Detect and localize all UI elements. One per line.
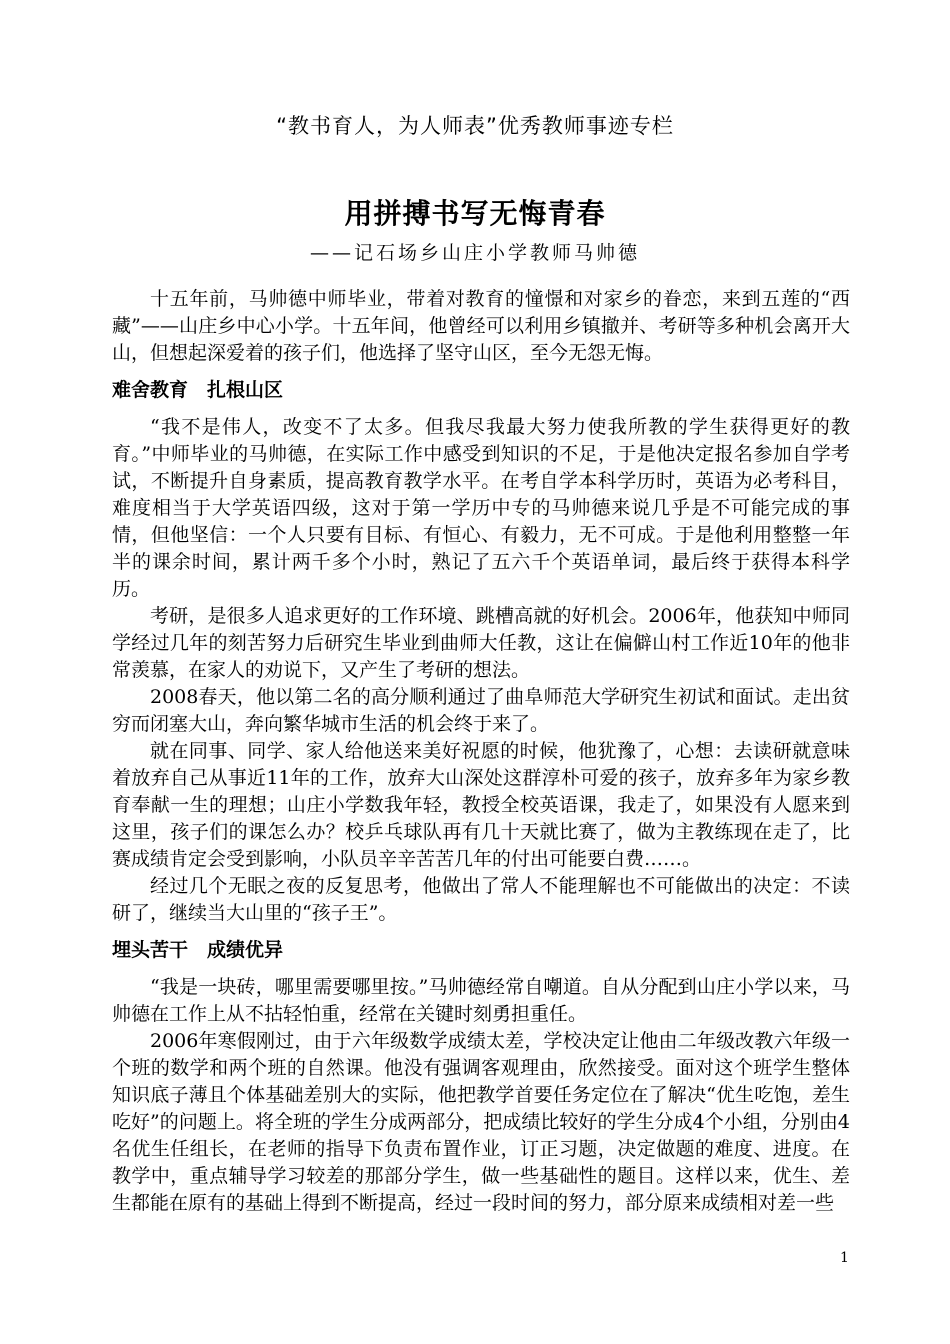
paragraph: 经过几个无眠之夜的反复思考，他做出了常人不能理解也不可能做出的决定：不读研了，继续当大山里的“孩子王”。 (112, 875, 850, 924)
paragraph: 2008春天，他以第二名的高分顺利通过了曲阜师范大学研究生初试和面试。走出贫穷而闭塞大山，奔向繁华城市生活的机会终于来了。 (112, 686, 850, 735)
page-number: 1 (840, 1250, 849, 1266)
article-title: 用拼搏书写无悔青春 (344, 197, 606, 230)
section-heading: 难舍教育 扎根山区 (112, 379, 284, 401)
paragraph: 考研，是很多人追求更好的工作环境、跳槽高就的好机会。2006年，他获知中师同学经过几年的刻苦努力后研究生毕业到曲师大任教，这让在偏僻山村工作近10年的他非常羡慕，在家人的劝说下，又产生了考研的想法。 (112, 605, 850, 681)
paragraph: 就在同事、同学、家人给他送来美好祝愿的时候，他犹豫了，心想：去读研就意味着放弃自己从事近11年的工作，放弃大山深处这群淳朴可爱的孩子，放弃多年为家乡教育奉献一生的理想；山庄小学数我年轻，教授全校英语课，我走了，如果没有人愿来到这里，孩子们的课怎么办？校乒乓球队再有几十天就比赛了，做为主教练现在走了，比赛成绩肯定会受到影响，小队员辛辛苦苦几年的付出可能要白费……。 (112, 740, 850, 870)
section-heading: 埋头苦干 成绩优异 (112, 939, 284, 961)
column-header: “教书育人，为人师表”优秀教师事迹专栏 (276, 114, 674, 138)
paragraph: “我不是伟人，改变不了太多。但我尽我最大努力使我所教的学生获得更好的教育。”中师毕业的马帅德，在实际工作中感受到知识的不足，于是他决定报名参加自学考试，不断提升自身素质，提高教育教学水平。在考自学本科学历时，英语为必考科目，难度相当于大学英语四级，这对于第一学历中专的马帅德来说几乎是不可能完成的事情，但他坚信：一个人只要有目标、有恒心、有毅力，无不可成。于是他利用整整一年半的课余时间，累计两千多个小时，熟记了五六千个英语单词，最后终于获得本科学历。 (112, 416, 850, 600)
paragraph: “我是一块砖，哪里需要哪里按。”马帅德经常自嘲道。自从分配到山庄小学以来，马帅德在工作上从不拈轻怕重，经常在关键时刻勇担重任。 (112, 976, 850, 1025)
article-subtitle: ——记石场乡山庄小学教师马帅德 (309, 242, 640, 264)
intro-paragraph: 十五年前，马帅德中师毕业，带着对教育的憧憬和对家乡的眷恋，来到五莲的“西藏”——山庄乡中心小学。十五年间，他曾经可以利用乡镇撤并、考研等多种机会离开大山，但想起深爱着的孩子们，他选择了坚守山区，至今无怨无悔。 (112, 288, 850, 364)
article-body (112, 286, 850, 1217)
paragraph: 2006年寒假刚过，由于六年级数学成绩太差，学校决定让他由二年级改教六年级一个班的数学和两个班的自然课。他没有强调客观理由，欣然接受。面对这个班学生整体知识底子薄且个体基础差别大的实际，他把教学首要任务定位在了解决“优生吃饱，差生吃好”的问题上。将全班的学生分成两部分，把成绩比较好的学生分成4个小组，分别由4名优生任组长，在老师的指导下负责布置作业，订正习题，决定做题的难度、进度。在教学中，重点辅导学习较差的那部分学生，做一些基础性的题目。这样以来，优生、差生都能在原有的基础上得到不断提高，经过一段时间的努力，部分原来成绩相对差一些 (112, 1030, 850, 1214)
